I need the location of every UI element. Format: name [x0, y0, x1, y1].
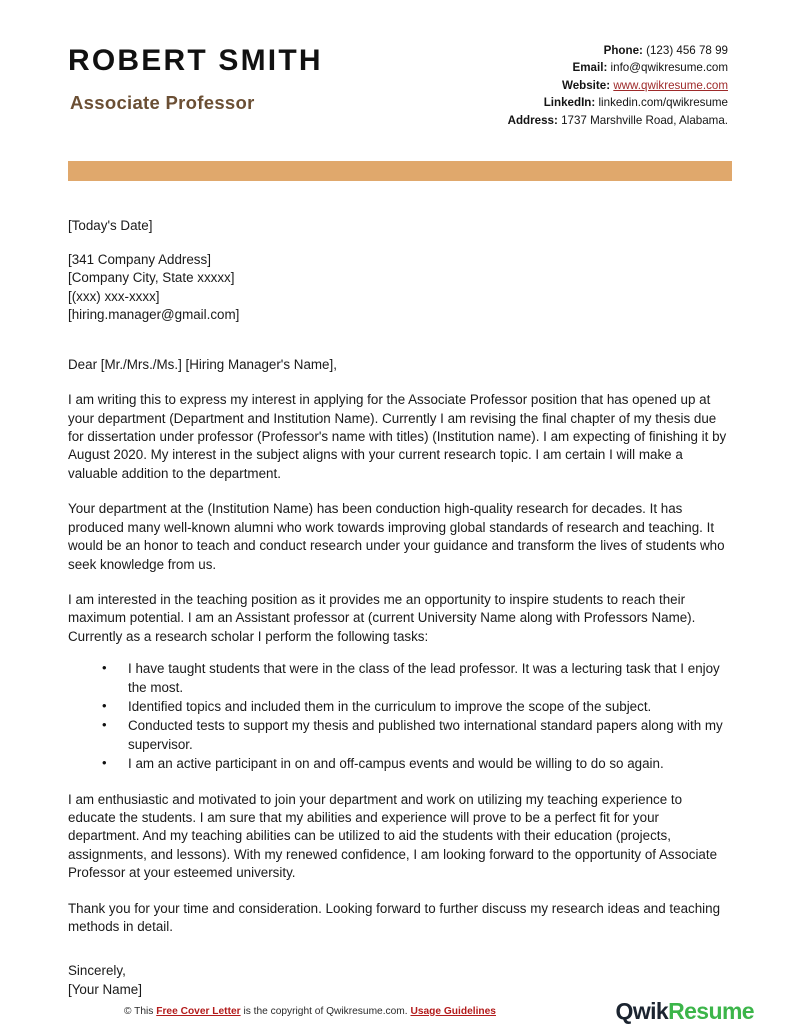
salutation: Dear [Mr./Mrs./Ms.] [Hiring Manager's Name],: [68, 357, 337, 373]
website-link[interactable]: www.qwikresume.com: [613, 78, 728, 92]
bullet-icon: •: [102, 660, 107, 676]
free-cover-letter-link[interactable]: Free Cover Letter: [156, 1005, 241, 1017]
contact-row-website: [508, 77, 728, 94]
logo-text-resume: Resume: [668, 998, 754, 1024]
bullet-icon: •: [102, 697, 107, 713]
page-footer: [0, 1000, 800, 1023]
task-list: [68, 660, 732, 773]
contact-row-phone: [508, 42, 728, 59]
list-item: [102, 698, 732, 716]
email-value: info@qwikresume.com: [610, 61, 728, 75]
copyright-notice: [124, 1005, 496, 1019]
copyright-middle: is the copyright of Qwikresume.com.: [240, 1005, 411, 1017]
contact-row-address: [508, 112, 728, 129]
address-label: Address:: [507, 113, 558, 127]
address-value: 1737 Marshville Road, Alabama.: [561, 113, 728, 127]
list-item: [102, 755, 732, 773]
recipient-address: [68, 251, 732, 324]
qwikresume-logo[interactable]: [616, 1000, 754, 1023]
candidate-identity: [68, 38, 323, 113]
letter-paragraph: Your department at the (Institution Name) has been conduction high-quality research for decades. It has produced many well-known alumni who work towards improving global standards of research and teaching. It would be an honor to teach and conduct research under your guidance and transform the lives of students who seek knowledge from us.: [68, 501, 725, 572]
letter-paragraph: Thank you for your time and consideration. Looking forward to further discuss my research ideas and teaching methods in detail.: [68, 900, 721, 934]
signature-block: [68, 962, 732, 999]
linkedin-label: LinkedIn:: [543, 96, 596, 110]
linkedin-value: linkedin.com/qwikresume: [598, 96, 728, 110]
accent-bar-container: [0, 161, 800, 181]
accent-bar: [68, 161, 732, 181]
letter-date: [Today's Date]: [68, 218, 153, 234]
letter-paragraph: I am interested in the teaching position as it provides me an opportunity to inspire students to reach their maximum potential. I am an Assistant professor at (current University Name along with Professors Name). Currently as a research scholar I perform the following tasks:: [68, 591, 696, 644]
contact-row-email: [508, 59, 728, 76]
closing-text: Sincerely,: [68, 963, 126, 979]
contact-row-linkedin: [508, 94, 728, 111]
phone-value: (123) 456 78 99: [646, 44, 728, 57]
list-item-text: I am an active participant in on and off-campus events and would be willing to do so again.: [128, 756, 664, 772]
list-item: [102, 717, 732, 754]
letter-paragraph: I am enthusiastic and motivated to join your department and work on utilizing my teaching experience to educate the students. I am sure that my abilities and experience will prove to be a perfect fit for your department. And my teaching abilities can be utilized to aid the students with their education (projects, assignments, and lessons). With my renewed confidence, I am looking forward to the opportunity of Associate Professor at your esteemed university.: [68, 791, 718, 881]
bullet-icon: •: [102, 755, 107, 771]
phone-label: Phone:: [603, 44, 643, 57]
signature-name: [Your Name]: [68, 981, 142, 997]
copyright-prefix: © This: [124, 1005, 157, 1017]
recipient-address-line: [Company City, State xxxxx]: [68, 270, 235, 286]
letter-paragraph: I am writing this to express my interest in applying for the Associate Professor position that has opened up at your department (Department and Institution Name). Currently I am revising the final chapter of my thesis due for dissertation under professor (Professor's name with titles) (Institution name). I am expecting of finishing it by August 2020. My interest in the subject aligns with your current research topic. I am certain I will make a valuable addition to the department.: [68, 392, 727, 481]
email-label: Email:: [572, 61, 608, 75]
list-item-text: Conducted tests to support my thesis and published two international standard papers along with my supervisor.: [128, 718, 723, 752]
recipient-address-line: [(xxx) xxx-xxxx]: [68, 288, 160, 304]
usage-guidelines-link[interactable]: Usage Guidelines: [410, 1005, 496, 1017]
recipient-block: [68, 217, 732, 324]
logo-text-qwik: Qwik: [615, 998, 669, 1024]
list-item-text: Identified topics and included them in the curriculum to improve the scope of the subject.: [128, 698, 652, 714]
recipient-address-line: [hiring.manager@gmail.com]: [68, 306, 240, 322]
candidate-job-title: Associate Professor: [70, 92, 255, 113]
contact-block: [508, 38, 728, 129]
website-label: Website:: [561, 78, 611, 92]
recipient-address-line: [341 Company Address]: [68, 252, 211, 268]
bullet-icon: •: [102, 717, 107, 733]
list-item: [102, 660, 732, 697]
candidate-name: ROBERT SMITH: [68, 44, 323, 77]
letter-body: [0, 217, 800, 999]
letter-header: [0, 0, 800, 129]
list-item-text: I have taught students that were in the class of the lead professor. It was a lecturing task that I enjoy the most.: [128, 661, 720, 695]
